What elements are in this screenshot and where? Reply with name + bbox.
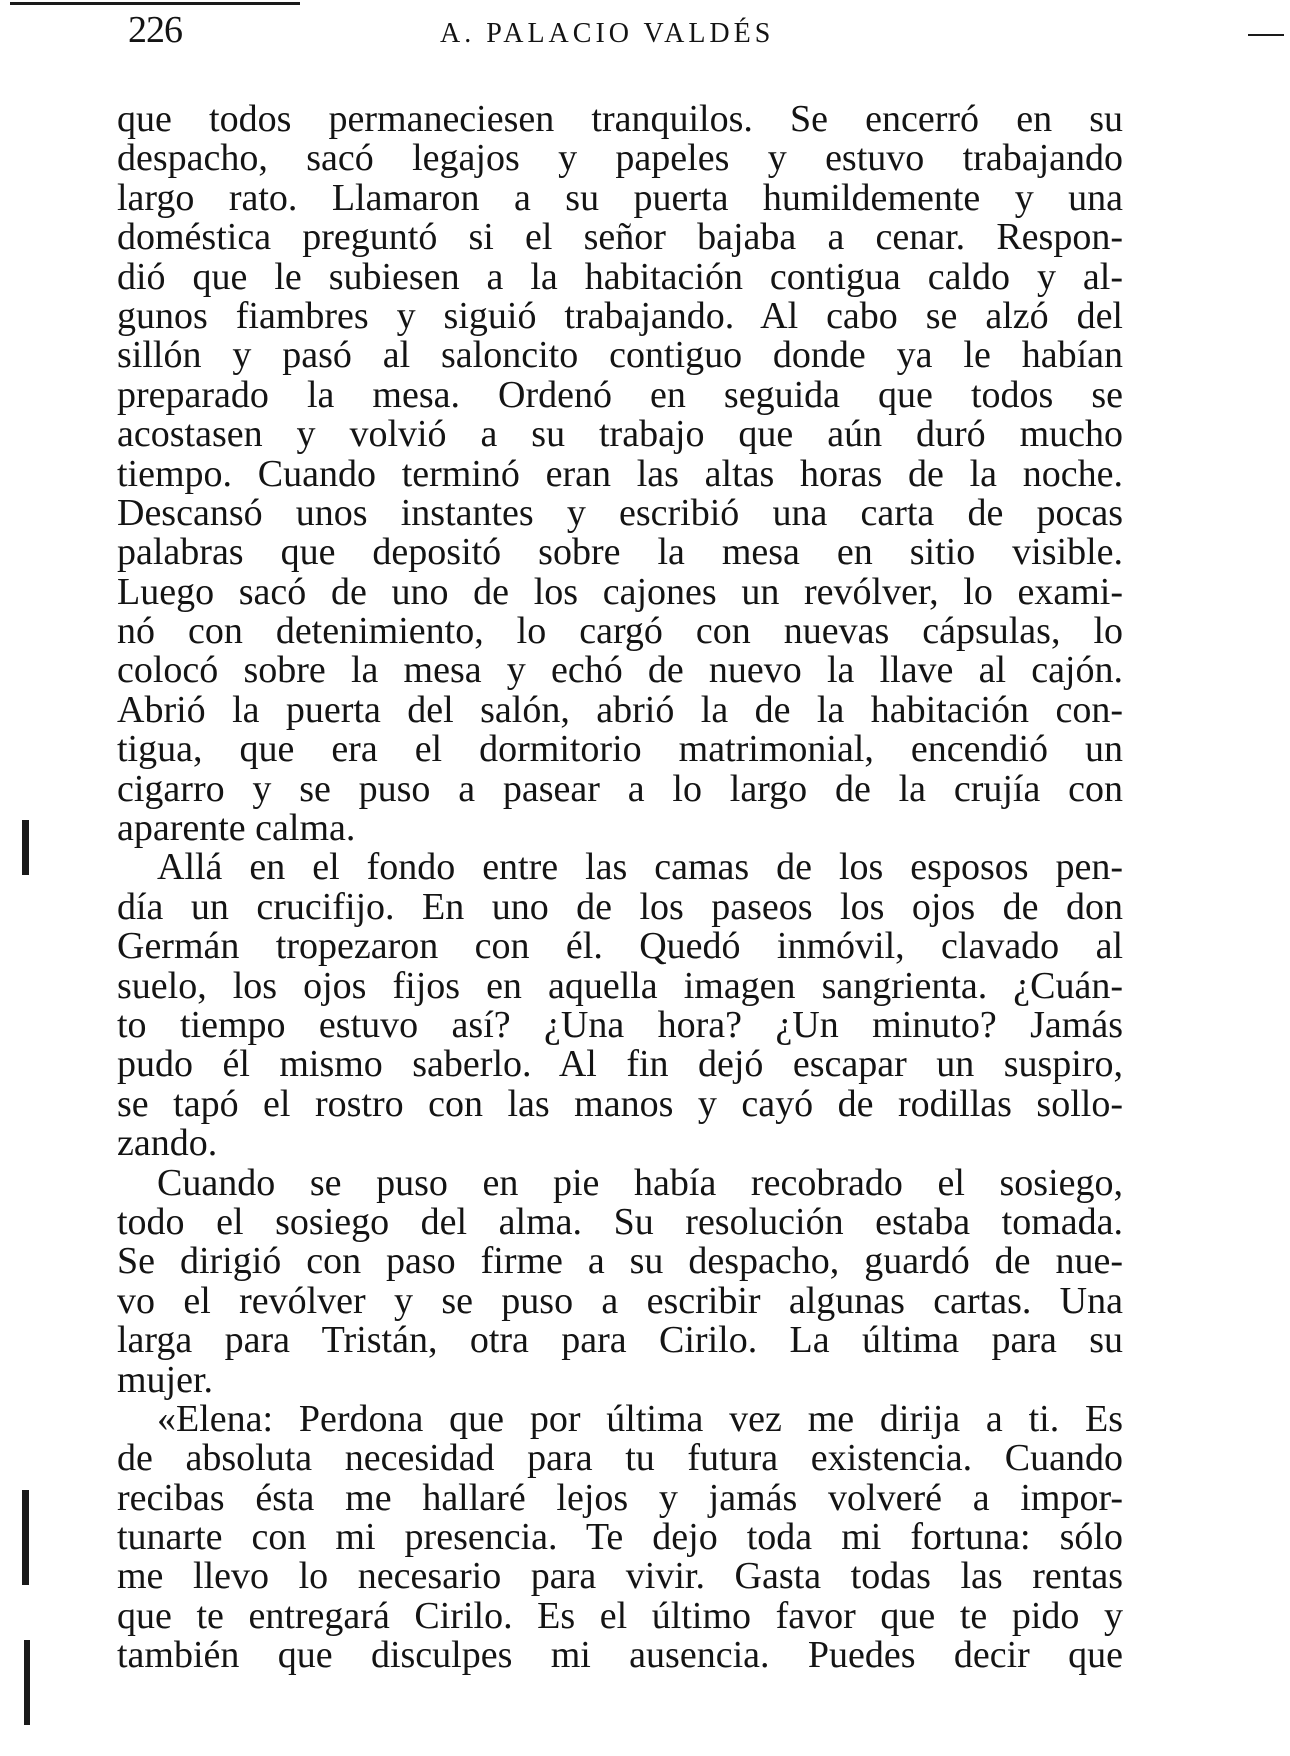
text-line: cigarro y se puso a pasear a lo largo de la crujía con: [117, 769, 1123, 810]
text-line: tunarte con mi presencia. Te dejo toda mi fortuna: sólo: [117, 1518, 1123, 1558]
scan-left-mark-2: [22, 1490, 29, 1585]
text-line: dió que le subiesen a la habitación contigua caldo y al-: [117, 257, 1123, 297]
text-line: largo rato. Llamaron a su puerta humildemente y una: [117, 178, 1123, 219]
text-line: tiempo. Cuando terminó eran las altas horas de la noche.: [117, 454, 1123, 494]
text-line: Cuando se puso en pie había recobrado el sosiego,: [157, 1163, 1123, 1203]
text-line: Germán tropezaron con él. Quedó inmóvil, clavado al: [117, 927, 1123, 967]
text-line: Descansó unos instantes y escribió una carta de pocas: [117, 493, 1123, 534]
text-line: tigua, que era el dormitorio matrimonial, encendió un: [117, 730, 1123, 770]
text-line: todo el sosiego del alma. Su resolución estaba tomada.: [117, 1202, 1123, 1243]
text-line: suelo, los ojos fijos en aquella imagen sangrienta. ¿Cuán-: [117, 966, 1123, 1006]
text-line: que te entregará Cirilo. Es el último favor que te pido y: [117, 1596, 1123, 1637]
text-line: recibas ésta me hallaré lejos y jamás volveré a impor-: [117, 1478, 1123, 1519]
text-line: palabras que depositó sobre la mesa en sitio visible.: [117, 533, 1123, 573]
text-line: Luego sacó de uno de los cajones un revólver, lo exami-: [117, 572, 1123, 613]
text-line: preparado la mesa. Ordenó en seguida que todos se: [117, 375, 1123, 416]
page-number: 226: [128, 9, 182, 51]
running-head: A. PALACIO VALDÉS: [440, 18, 775, 49]
text-line: Abrió la puerta del salón, abrió la de la habitación con-: [117, 690, 1123, 731]
text-line: larga para Tristán, otra para Cirilo. La última para su: [117, 1321, 1123, 1361]
text-line: me llevo lo necesario para vivir. Gasta todas las rentas: [117, 1557, 1123, 1597]
text-line: acostasen y volvió a su trabajo que aún duró mucho: [117, 415, 1123, 455]
scan-left-mark-3: [24, 1640, 30, 1725]
text-line: Se dirigió con paso firme a su despacho, guardó de nue-: [117, 1242, 1123, 1282]
text-line: to tiempo estuvo así? ¿Una hora? ¿Un minuto? Jamás: [117, 1005, 1123, 1046]
text-line: nó con detenimiento, lo cargó con nuevas cápsulas, lo: [117, 612, 1123, 652]
text-line: zando.: [117, 1124, 218, 1164]
text-line: se tapó el rostro con las manos y cayó de rodillas sollo-: [117, 1084, 1123, 1125]
text-line: que todos permaneciesen tranquilos. Se encerró en su: [117, 100, 1123, 140]
body-text: [117, 100, 1123, 1676]
page-header: [0, 0, 1290, 70]
text-line: aparente calma.: [117, 809, 356, 849]
text-line: mujer.: [117, 1360, 214, 1400]
text-line: pudo él mismo saberlo. Al fin dejó escapar un suspiro,: [117, 1045, 1123, 1085]
text-line: sillón y pasó al saloncito contiguo donde ya le habían: [117, 336, 1123, 376]
text-line: doméstica preguntó si el señor bajaba a cenar. Respon-: [117, 218, 1123, 258]
text-line: colocó sobre la mesa y echó de nuevo la llave al cajón.: [117, 651, 1123, 691]
text-line: Allá en el fondo entre las camas de los esposos pen-: [157, 848, 1123, 888]
text-line: despacho, sacó legajos y papeles y estuvo trabajando: [117, 139, 1123, 179]
text-line: de absoluta necesidad para tu futura existencia. Cuando: [117, 1439, 1123, 1479]
text-line: gunos fiambres y siguió trabajando. Al cabo se alzó del: [117, 296, 1123, 337]
scan-left-mark-1: [22, 820, 29, 875]
text-line: día un crucifijo. En uno de los paseos los ojos de don: [117, 887, 1123, 928]
text-line: vo el revólver y se puso a escribir algunas cartas. Una: [117, 1281, 1123, 1322]
text-line: también que disculpes mi ausencia. Puedes decir que: [117, 1636, 1123, 1676]
text-line: «Elena: Perdona que por última vez me dirija a ti. Es: [157, 1399, 1123, 1440]
